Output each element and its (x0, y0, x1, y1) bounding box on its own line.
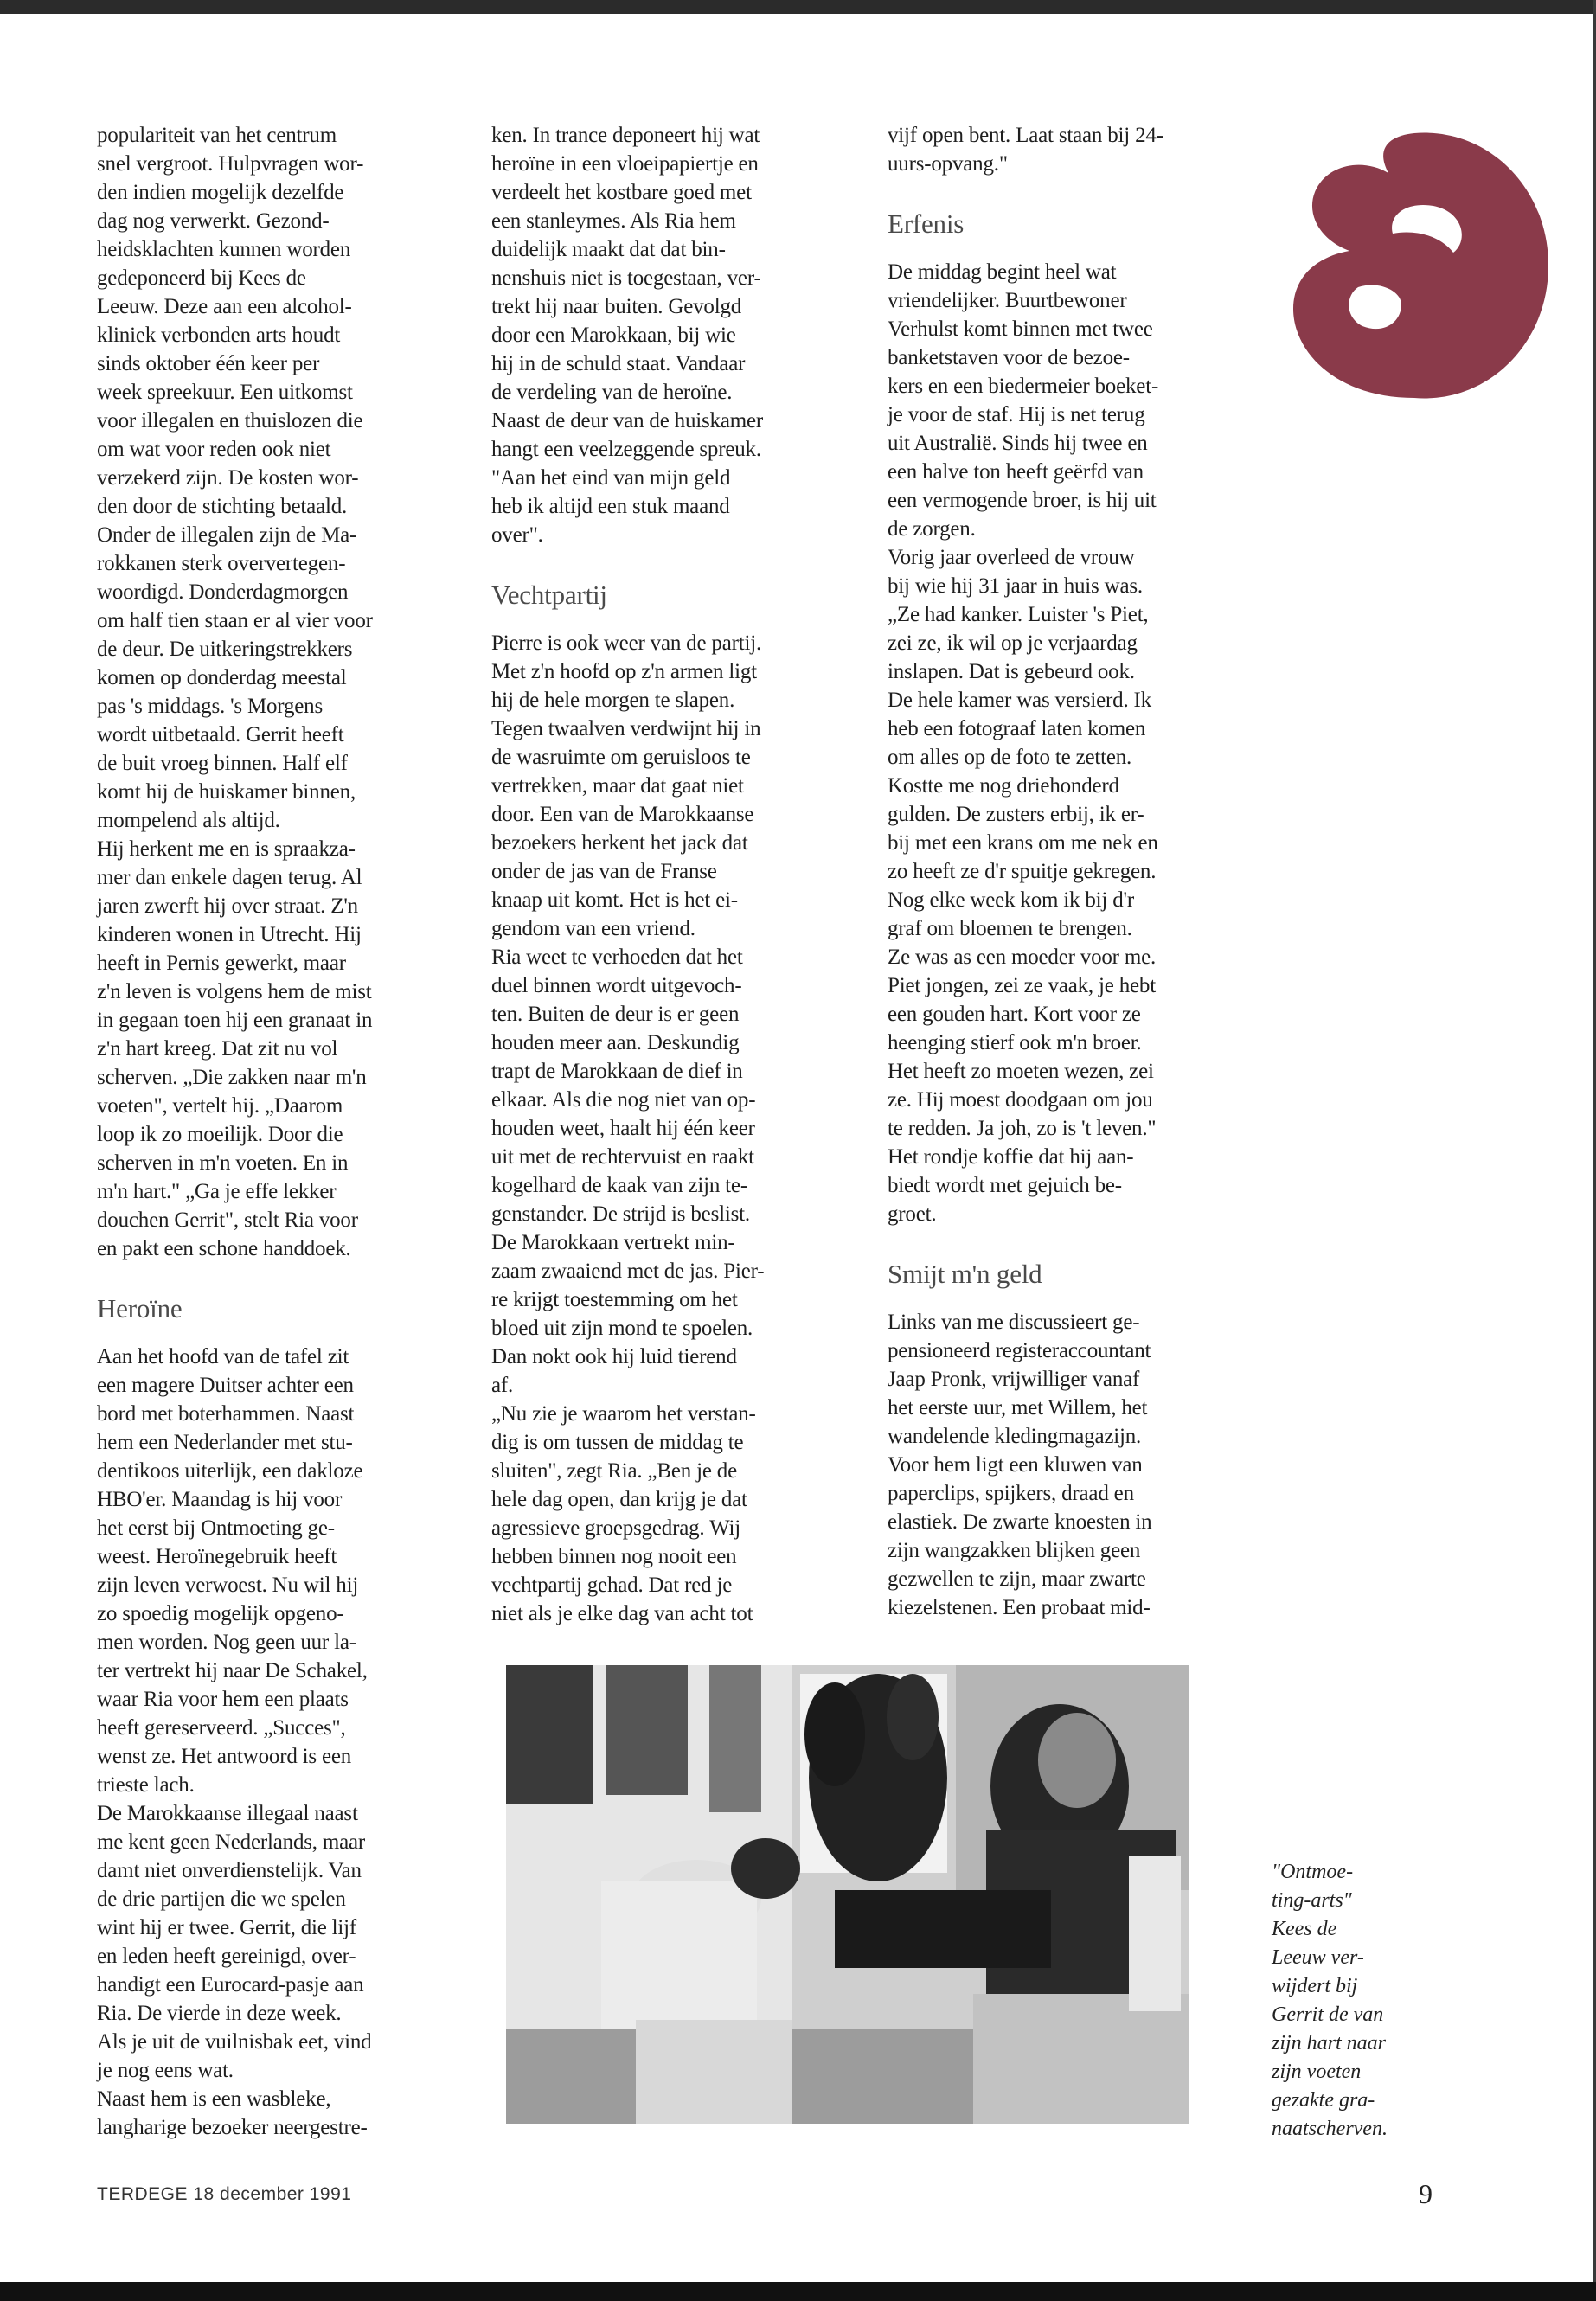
paragraph: vijf open bent. Laat staan bij 24- uurs-opvang." (888, 124, 1163, 176)
photo-doctor-treating-feet (506, 1665, 1189, 2124)
bottom-border (0, 2282, 1596, 2301)
text-column-2 (491, 121, 855, 1628)
section-heading-heroine: Heroïne (97, 1293, 183, 1324)
section-heading-vechtpartij: Vechtpartij (491, 580, 607, 610)
paragraph: De middag begint heel wat vriendelijker. Buurtbewoner Verhulst komt binnen met twee banketstaven voor de bezoe- kers en een biedermeier boeket- je voor de staf. Hij is net terug uit Australië. Sinds hij twee en een halve ton heeft geërfd van een vermogende broer, is hij uit de zorgen. Vorig jaar overleed de vrouw bij wie hij 31 jaar in huis was. „Ze had kanker. Luister 's Piet, zei ze, ik wil op je verjaardag inslapen. Dat is gebeurd ook. De hele kamer was versierd. Ik heb een fotograaf laten komen om alles op de foto te zetten. Kostte me nog driehonderd gulden. De zusters erbij, ik er- bij met een krans om me nek en zo heeft ze d'r spuitje gekregen. Nog elke week kom ik bij d'r graf om bloemen te brengen. Ze was as een moeder voor me. Piet jongen, zei ze vaak, je hebt een gouden hart. Kort voor ze heenging stierf ook m'n broer. Het heeft zo moeten wezen, zei ze. Hij moest doodgaan om jou te redden. Ja joh, zo is 't leven." Het rondje koffie dat hij aan- biedt wordt met gejuich be- groet. (888, 260, 1159, 1226)
top-border (0, 0, 1596, 14)
paragraph: ken. In trance deponeert hij wat heroïne in een vloeipapiertje en verdeelt het kostbare goed met een stanleymes. Als Ria hem duidelijk maakt dat dat bin- nenshuis niet is toegestaan, ver- trekt hij naar buiten. Gevolgd door een Marokkaan, bij wie hij in de schuld staat. Vandaar de verdeling van de heroïne. Naast de deur van de huiskamer hangt een veelzeggende spreuk. "Aan het eind van mijn geld heb ik altijd een stuk maand over". (491, 124, 764, 547)
ampersand-logo-icon (1285, 123, 1553, 408)
text-column-1 (97, 121, 460, 2142)
paragraph: populariteit van het centrum snel vergroot. Hulpvragen wor- den indien mogelijk dezelfde dag nog verwerkt. Gezond- heidsklachten kunnen worden gedeponeerd bij Kees de Leeuw. Deze aan een alcohol- kliniek verbonden arts houdt sinds oktober één keer per week spreekuur. Een uitkomst voor illegalen en thuislozen die om wat voor reden ook niet verzekerd zijn. De kosten wor- den door de stichting betaald. Onder de illegalen zijn de Ma- rokkanen sterk oververtegen- woordigd. Donderdagmorgen om half tien staan er al vier voor de deur. De uitkeringstrekkers komen op donderdag meestal pas 's middags. 's Morgens wordt uitbetaald. Gerrit heeft de buit vroeg binnen. Half elf komt hij de huiskamer binnen, mompelend als altijd. Hij herkent me en is spraakza- mer dan enkele dagen terug. Al jaren zwerft hij over straat. Z'n kinderen wonen in Utrecht. Hij heeft in Pernis gewerkt, maar z'n leven is volgens hem de mist in gegaan toen hij een granaat in z'n hart kreeg. Dat zit nu vol scherven. „Die zakken naar m'n voeten", vertelt hij. „Daarom loop ik zo moeilijk. Door die scherven in m'n voeten. En in m'n hart." „Ga je effe lekker douchen Gerrit", stelt Ria voor en pakt een schone handdoek. (97, 124, 373, 1260)
publication-footer: TERDEGE 18 december 1991 (97, 2184, 352, 2204)
section-heading-smijt: Smijt m'n geld (888, 1259, 1042, 1289)
paragraph: Links van me discussieert ge- pensioneerd registeraccountant Jaap Pronk, vrijwilliger vanaf het eerste uur, met Willem, het wandelende kledingmagazijn. Voor hem ligt een kluwen van paperclips, spijkers, draad en elastiek. De zwarte knoesten in zijn wangzakken blijken geen gezwellen te zijn, maar zwarte kiezelstenen. Een probaat mid- (888, 1311, 1152, 1619)
photo-caption: "Ontmoe- ting-arts" Kees de Leeuw ver- wijdert bij Gerrit de van zijn hart naar zijn voeten gezakte gra- naatscherven. (1272, 1861, 1388, 2140)
paragraph: Pierre is ook weer van de partij. Met z'n hoofd op z'n armen ligt hij de hele morgen te slapen. Tegen twaalven verdwijnt hij in de wasruimte om geruisloos te vertrekken, maar dat gaat niet door. Een van de Marokkaanse bezoekers herkent het jack dat onder de jas van de Franse knaap uit komt. Het is het ei- gendom van een vriend. Ria weet te verhoeden dat het duel binnen wordt uitgevoch- ten. Buiten de deur is er geen houden meer aan. Deskundig trapt de Marokkaan de dief in elkaar. Als die nog niet van op- houden weet, haalt hij één keer uit met de rechtervuist en raakt kogelhard de kaak van zijn te- genstander. De strijd is beslist. De Marokkaan vertrekt min- zaam zwaaiend met de jas. Pier- re krijgt toestemming om het bloed uit zijn mond te spoelen. Dan nokt ook hij luid tierend af. „Nu zie je waarom het verstan- dig is om tussen de middag te sluiten", zegt Ria. „Ben je de hele dag open, dan krijg je dat agressieve groepsgedrag. Wij hebben binnen nog nooit een vechtpartij gehad. Dat red je niet als je elke dag van acht tot (491, 631, 765, 1625)
section-heading-erfenis: Erfenis (888, 208, 965, 239)
paragraph: Aan het hoofd van de tafel zit een magere Duitser achter een bord met boterhammen. Naast hem een Nederlander met stu- dentikoos uiterlijk, een dakloze HBO'er. Maandag is hij voor het eerst bij Ontmoeting ge- weest. Heroïnegebruik heeft zijn leven verwoest. Nu wil hij zo spoedig mogelijk opgeno- men worden. Nog geen uur la- ter vertrekt hij naar De Schakel, waar Ria voor hem een plaats heeft gereserveerd. „Succes", wenst ze. Het antwoord is een trieste lach. De Marokkaanse illegaal naast me kent geen Nederlands, maar damt niet onverdienstelijk. Van de drie partijen die we spelen wint hij er twee. Gerrit, die lijf en leden heeft gereinigd, over- handigt een Eurocard-pasje aan Ria. De vierde in deze week. Als je uit de vuilnisbak eet, vind je nog eens wat. Naast hem is een wasbleke, langharige bezoeker neergestre- (97, 1345, 372, 2139)
page-number: 9 (1419, 2178, 1433, 2209)
text-column-3 (888, 121, 1251, 1622)
page-edge (1593, 0, 1596, 2301)
